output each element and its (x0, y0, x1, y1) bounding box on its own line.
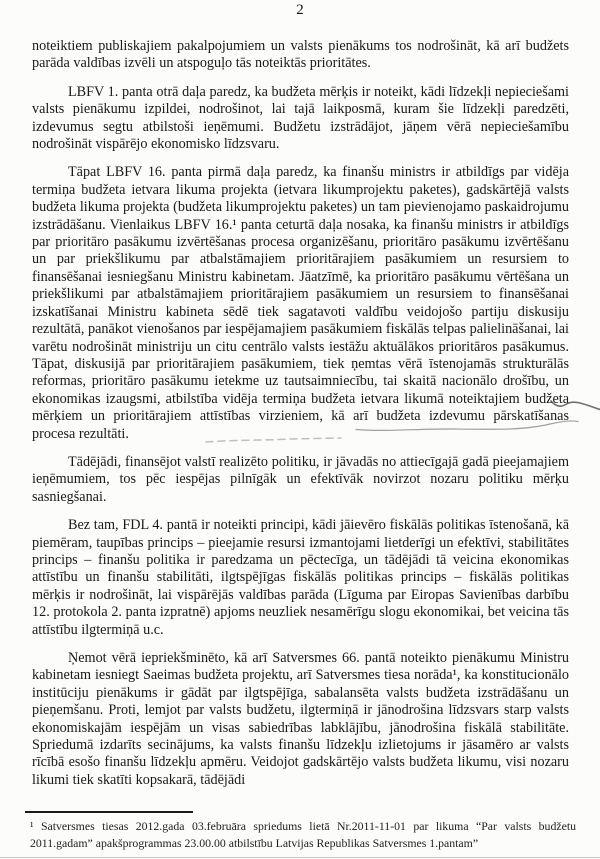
footnote-separator-rule (25, 811, 193, 813)
paragraph: Bez tam, FDL 4. pantā ir noteikti principi, kādi jāievēro fiskālās politikas īstenošanā, kā piemēram, taupības princips – pieejamie resursi izmantojami lietderīgi un efektīvi, stabilitātes princips – finanšu politika ir paredzama un pēctecīga, un tādējādi tā veicina ekonomikas attīstību un finanšu stabilitāti, ilgtspējīgas fiskālās politikas princips – fiskālās politikas mērķis ir nodrošināt, lai vispārējās valdības parāda (Līguma par Eiropas Savienības darbību 12. protokola 2. panta izpratnē) apjoms neuzliek nesamērīgu slogu ekonomikai, bet veicina tās attīstību ilgtermiņā u.c. (32, 517, 569, 638)
paragraph: Ņemot vērā iepriekšminēto, kā arī Satversmes 66. pantā noteikto pienākumu Ministru kabinetam iesniegt Saeimas budžeta projektu, arī Satversmes tiesa norāda¹, ka konstitucionālo institūciju pienākums ir gādāt par ilgtspējīga, sabalansēta valsts budžeta izstrādāšanu un pieņemšanu. Proti, lemjot par valsts budžetu, ilgtermiņā ir jānodrošina līdzsvars starp valsts ekonomiskajām iespējām un visas sabiedrības labklājību, jānodrošina fiskālā stabilitāte. Spriedumā izdarīts secinājums, ka valsts finanšu līdzekļu izlietojums ir jāsamēro ar valsts rīcībā esošo finanšu līdzekļu apmēru. Veidojot gadskārtējo valsts budžeta likumu, visi nozaru likumi tiek skatīti kopsakarā, tādējādi (32, 650, 569, 788)
page-number: 2 (296, 2, 304, 18)
paragraph: noteiktiem publiskajiem pakalpojumiem un valsts pienākums tos nodrošināt, kā arī budžets parāda valdības izvēli un atspoguļo tās noteiktās prioritātes. (32, 38, 569, 72)
paragraph: Tāpat LBFV 16. panta pirmā daļa paredz, ka finanšu ministrs ir atbildīgs par vidēja termiņa budžeta ietvara likuma projekta (ietvara likumprojektu paketes), gadskārtējā valsts budžeta likuma projekta (budžeta likumprojektu paketes) un tam pievienojamo paskaidrojumu izstrādāšanu. Vienlaikus LBFV 16.¹ panta ceturtā daļa nosaka, ka finanšu ministrs ir atbildīgs par prioritāro pasākumu izvērtēšanas procesa organizēšanu, prioritāro pasākumu izvērtēšanu un par priekšlikumu par atbalstāmajiem prioritārajiem pasākumiem un resursiem to finansēšanai iesniegšanu Ministru kabinetam. Jāatzīmē, ka prioritāro pasākumu vērtēšana un priekšlikumi par atbalstāmajiem prioritārajiem pasākumiem un resursiem to finansēšanai izskatīšanai Ministru kabineta sēdē tiek sagatavoti valdību veidojošo partiju diskusiju rezultātā, panākot vienošanos par iespējamajiem pasākumiem fiskālās telpas palielināšanai, lai varētu nodrošināt ministriju un citu centrālo valsts iestāžu aktuālākos prioritāros pasākumus. Tāpat, diskusijā par prioritārajiem pasākumiem, tiek ņemtas vērā īstenojamās strukturālās reformas, prioritāro pasākumu ietekme uz tautsaimniecību, tai skaitā nacionālo drošību, un ekonomikas izaugsmi, atbilstība vidēja termiņa budžeta ietvara likumā noteiktajiem budžeta mērķiem un prioritārajiem attīstības virzieniem, kā arī budžeta izdevumu pārskatīšanas procesa rezultāti. (32, 164, 569, 442)
footnote-text: ¹ Satversmes tiesas 2012.gada 03.februāra spriedums lietā Nr.2011-11-01 par likuma “Par valsts budžetu 2011.gadam” apakšprogrammas 23.00.00 atbilstību Latvijas Republikas Satversmes 1.pantam” (30, 819, 576, 850)
scan-edge-line (0, 857, 600, 858)
paragraph: LBFV 1. panta otrā daļa paredz, ka budžeta mērķis ir noteikt, kādi līdzekļi nepieciešami valsts pienākumu izpildei, nodrošinot, lai tajā laikposmā, kuram šie līdzekļi paredzēti, izdevumus segtu atbilstoši ieņēmumi. Budžetu izstrādājot, jāņem vērā nepieciešamību nodrošināt vispārējo ekonomisko līdzsvaru. (32, 83, 569, 153)
paragraph: Tādējādi, finansējot valstī realizēto politiku, ir jāvadās no attiecīgajā gadā pieejamajiem ieņēmumiem, tos pēc iespējas pilnīgāk un efektīvāk novirzot nozaru politiku mērķu sasniegšanai. (32, 453, 569, 505)
document-body-text (32, 38, 569, 808)
